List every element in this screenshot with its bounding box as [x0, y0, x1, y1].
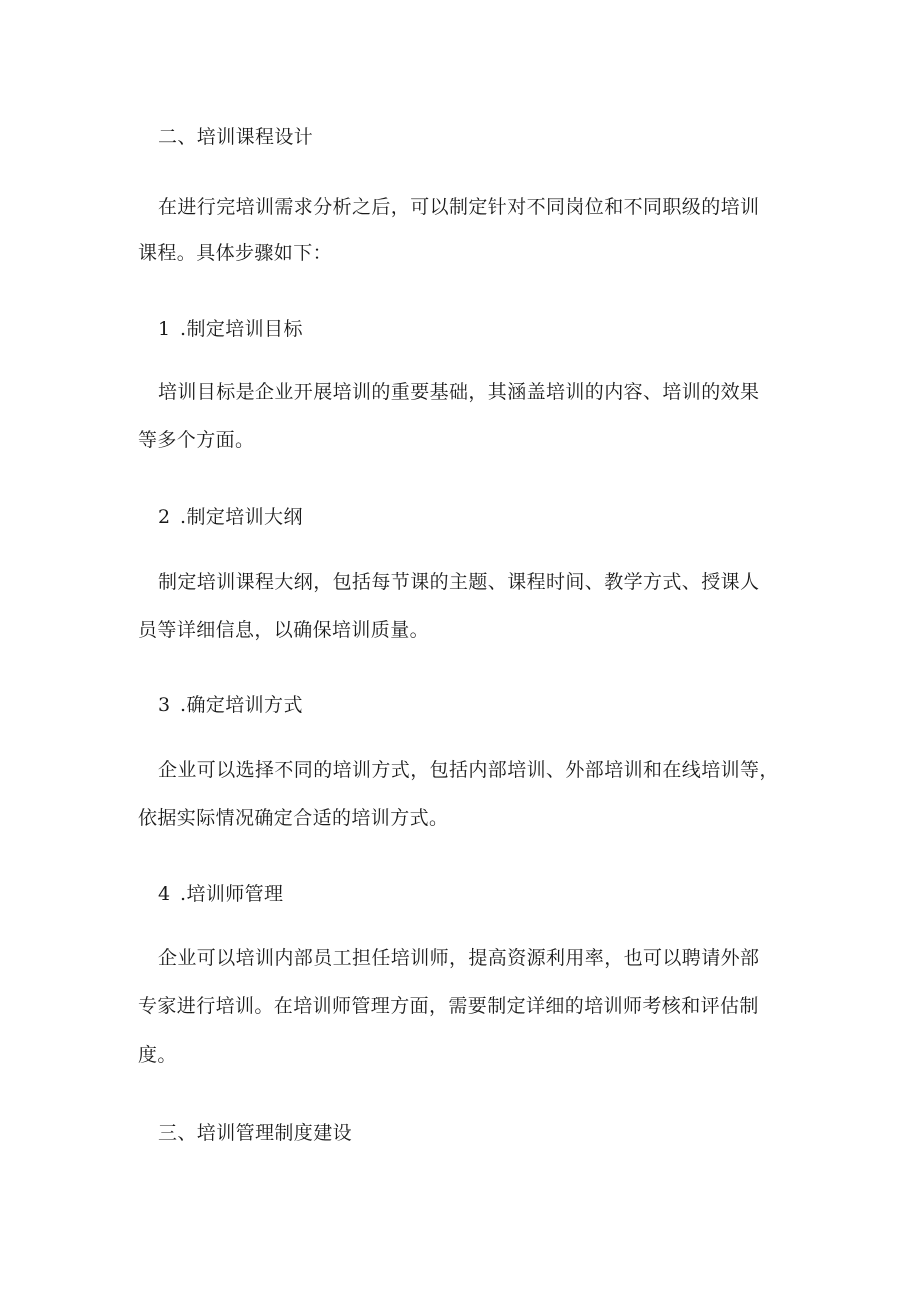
- list-item-heading: [158, 693, 818, 717]
- list-item-title: .确定培训方式: [180, 694, 303, 716]
- list-item-number: 2: [158, 506, 171, 528]
- section-heading-management-system: 三、培训管理制度建设: [158, 1122, 353, 1144]
- paragraph-line: 在进行完培训需求分析之后，可以制定针对不同岗位和不同职级的培训: [158, 196, 760, 218]
- section-heading-course-design: 二、培训课程设计: [158, 126, 314, 148]
- paragraph-line: 课程。具体步骤如下：: [138, 242, 333, 264]
- list-item-title: .制定培训大纲: [180, 506, 303, 528]
- paragraph-line: 依据实际情况确定合适的培训方式。: [138, 807, 449, 829]
- list-item-title: .制定培训目标: [180, 318, 303, 340]
- list-item-heading: [158, 505, 818, 529]
- list-item-number: 3: [158, 694, 171, 716]
- list-item-heading: [158, 882, 818, 906]
- paragraph-line: 企业可以培训内部员工担任培训师，提高资源利用率，也可以聘请外部: [158, 947, 760, 969]
- list-item-number: 1: [158, 318, 171, 340]
- list-item-title: .培训师管理: [180, 883, 284, 905]
- list-item-number: 4: [158, 883, 171, 905]
- paragraph-line: 培训目标是企业开展培训的重要基础，其涵盖培训的内容、培训的效果: [158, 381, 760, 403]
- list-item-heading: [158, 317, 818, 341]
- paragraph-line: 度。: [138, 1044, 177, 1066]
- paragraph-line: 企业可以选择不同的培训方式，包括内部培训、外部培训和在线培训等，: [158, 759, 779, 781]
- paragraph-line: 制定培训课程大纲，包括每节课的主题、课程时间、教学方式、授课人: [158, 571, 760, 593]
- paragraph-line: 等多个方面。: [138, 429, 255, 451]
- paragraph-line: 专家进行培训。在培训师管理方面，需要制定详细的培训师考核和评估制: [138, 995, 759, 1017]
- paragraph-line: 员等详细信息，以确保培训质量。: [138, 619, 430, 641]
